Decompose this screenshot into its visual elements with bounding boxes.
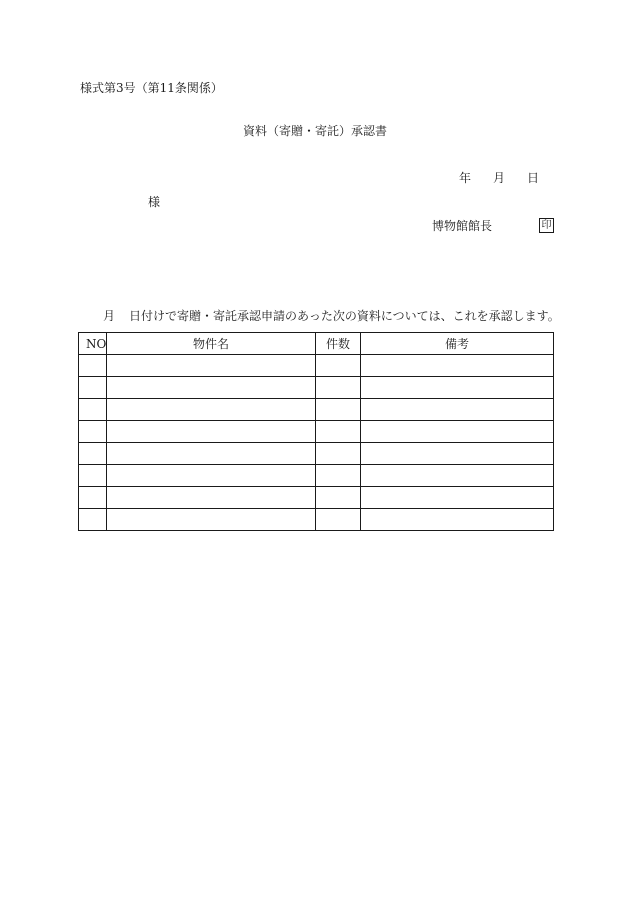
table-row bbox=[79, 399, 554, 421]
cell-no[interactable] bbox=[79, 377, 107, 399]
month-label: 月 bbox=[493, 171, 506, 185]
statement-month-label: 月 bbox=[103, 309, 116, 323]
approval-statement bbox=[103, 309, 560, 323]
year-label: 年 bbox=[459, 171, 472, 185]
cell-quantity[interactable] bbox=[316, 377, 361, 399]
cell-quantity[interactable] bbox=[316, 355, 361, 377]
table-row bbox=[79, 487, 554, 509]
issuer-title: 博物館館長 bbox=[432, 219, 493, 233]
cell-item-name[interactable] bbox=[107, 421, 316, 443]
table-header-row bbox=[79, 333, 554, 355]
cell-item-name[interactable] bbox=[107, 509, 316, 531]
table-row bbox=[79, 377, 554, 399]
cell-remarks[interactable] bbox=[361, 465, 554, 487]
cell-quantity[interactable] bbox=[316, 443, 361, 465]
document-title: 資料（寄贈・寄託）承認書 bbox=[242, 124, 387, 138]
cell-remarks[interactable] bbox=[361, 399, 554, 421]
cell-item-name[interactable] bbox=[107, 465, 316, 487]
statement-text: 日付けで寄贈・寄託承認申請のあった次の資料については、これを承認します。 bbox=[129, 309, 560, 323]
cell-item-name[interactable] bbox=[107, 399, 316, 421]
cell-item-name[interactable] bbox=[107, 487, 316, 509]
cell-remarks[interactable] bbox=[361, 355, 554, 377]
form-number: 様式第3号（第11条関係） bbox=[80, 81, 223, 95]
table-row bbox=[79, 421, 554, 443]
column-header-item-name: 物件名 bbox=[107, 333, 316, 355]
cell-quantity[interactable] bbox=[316, 465, 361, 487]
recipient-honorific: 様 bbox=[148, 195, 161, 209]
table-row bbox=[79, 465, 554, 487]
cell-item-name[interactable] bbox=[107, 377, 316, 399]
day-label: 日 bbox=[527, 171, 540, 185]
cell-no[interactable] bbox=[79, 487, 107, 509]
cell-remarks[interactable] bbox=[361, 509, 554, 531]
table-row bbox=[79, 443, 554, 465]
cell-no[interactable] bbox=[79, 399, 107, 421]
cell-remarks[interactable] bbox=[361, 421, 554, 443]
items-table bbox=[78, 332, 554, 531]
cell-no[interactable] bbox=[79, 443, 107, 465]
cell-no[interactable] bbox=[79, 465, 107, 487]
column-header-quantity: 件数 bbox=[316, 333, 361, 355]
cell-remarks[interactable] bbox=[361, 377, 554, 399]
column-header-no: NO bbox=[79, 333, 107, 355]
cell-quantity[interactable] bbox=[316, 487, 361, 509]
cell-remarks[interactable] bbox=[361, 443, 554, 465]
cell-remarks[interactable] bbox=[361, 487, 554, 509]
cell-no[interactable] bbox=[79, 509, 107, 531]
cell-item-name[interactable] bbox=[107, 355, 316, 377]
cell-item-name[interactable] bbox=[107, 443, 316, 465]
cell-quantity[interactable] bbox=[316, 421, 361, 443]
cell-quantity[interactable] bbox=[316, 399, 361, 421]
column-header-remarks: 備考 bbox=[361, 333, 554, 355]
date-line bbox=[459, 171, 539, 185]
table-row bbox=[79, 509, 554, 531]
table-row bbox=[79, 355, 554, 377]
seal-mark: 印 bbox=[539, 218, 554, 233]
cell-quantity[interactable] bbox=[316, 509, 361, 531]
cell-no[interactable] bbox=[79, 355, 107, 377]
cell-no[interactable] bbox=[79, 421, 107, 443]
